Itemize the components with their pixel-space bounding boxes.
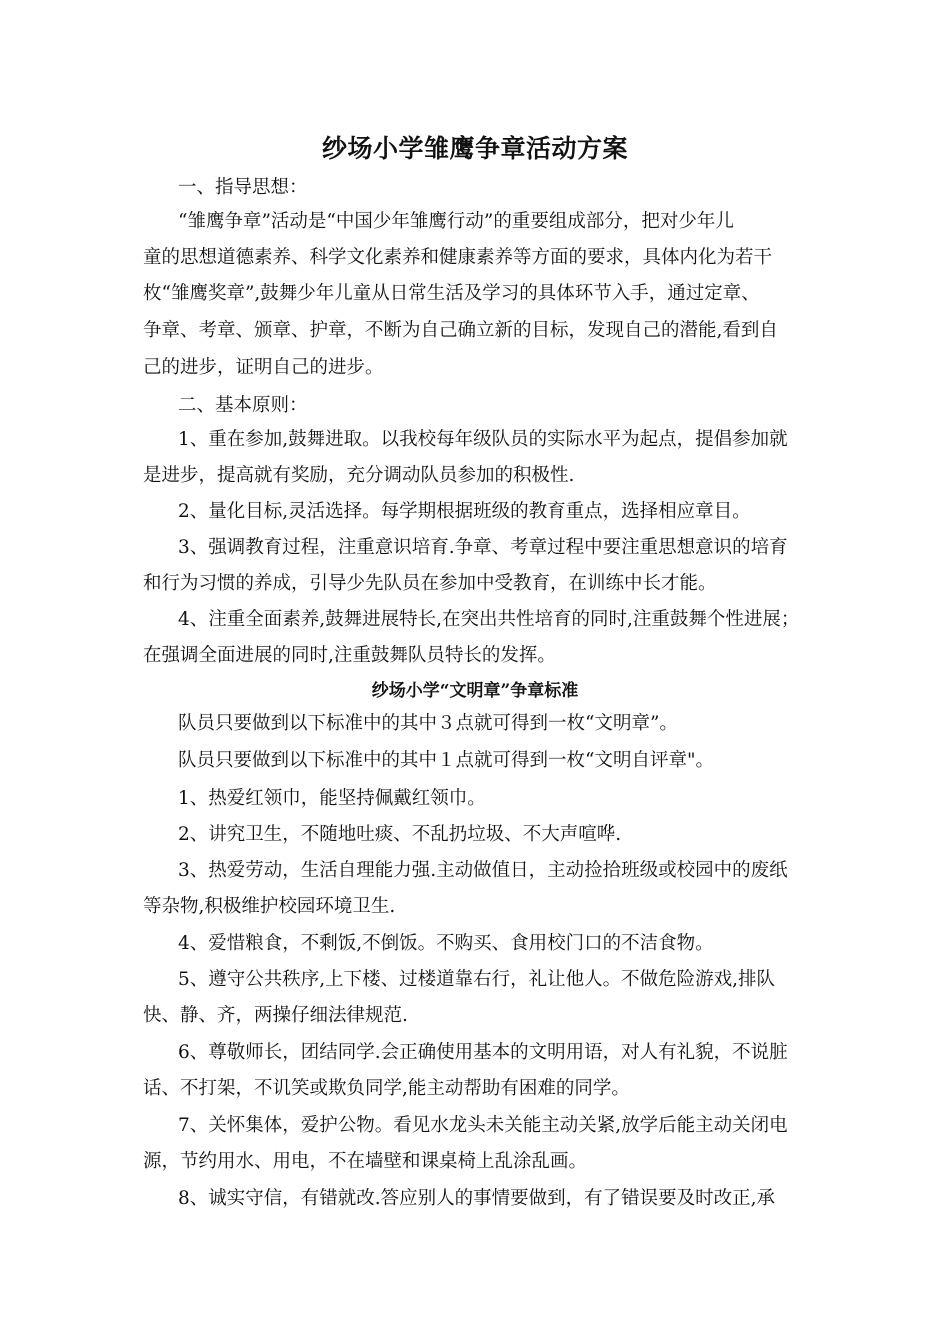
standard-item-3: 3、热爱劳动，生活自理能力强.主动做值日，主动捡拾班级或校园中的废纸 [178, 860, 788, 881]
standard-item-7-continued: 源，节约用水、用电，不在墙壁和课桌椅上乱涂乱画。 [143, 1151, 588, 1172]
paragraph-line: 己的进步，证明自己的进步。 [143, 357, 384, 378]
section-heading-guiding-ideology: 一、指导思想： [178, 177, 308, 198]
standard-item-6-continued: 话、不打架，不讥笑或欺负同学,能主动帮助有困难的同学。 [143, 1078, 630, 1099]
paragraph-line: 争章、考章、颁章、护章，不断为自己确立新的目标，发现自己的潜能,看到自 [143, 320, 778, 341]
standard-section-title: 纱场小学“文明章”争章标准 [371, 681, 579, 701]
principle-4-line: 4、注重全面素养,鼓舞进展特长,在突出共性培育的同时,注重鼓舞个性进展； [178, 609, 800, 630]
standard-item-5-continued: 快、静、齐，两操仔细法律规范. [143, 1005, 408, 1026]
standard-item-4: 4、爱惜粮食，不剩饭,不倒饭。不购买、食用校门口的不洁食物。 [178, 933, 714, 954]
section-heading-basic-principles: 二、基本原则： [178, 395, 308, 416]
standard-intro-line: 队员只要做到以下标准中的其中３点就可得到一枚“文明章”。 [178, 713, 678, 734]
standard-item-3-continued: 等杂物,积极维护校园环境卫生. [143, 896, 396, 917]
principle-3-line: 3、强调教育过程，注重意识培育.争章、考章过程中要注重思想意识的培育 [178, 537, 788, 558]
principle-1-line: 1、重在参加,鼓舞进取。以我校每年级队员的实际水平为起点，提倡参加就 [178, 429, 788, 450]
principle-1-line: 是进步，提高就有奖励，充分调动队员参加的积极性. [143, 465, 575, 486]
standard-item-6: 6、尊敬师长，团结同学.会正确使用基本的文明用语，对人有礼貌，不说脏 [178, 1042, 788, 1063]
standard-item-8: 8、诚实守信，有错就改.答应别人的事情要做到，有了错误要及时改正,承 [178, 1188, 776, 1209]
document-title: 纱场小学雏鹰争章活动方案 [321, 134, 628, 163]
paragraph-line: 童的思想道德素养、科学文化素养和健康素养等方面的要求，具体内化为若干 [143, 247, 773, 268]
standard-item-2: 2、讲究卫生，不随地吐痰、不乱扔垃圾、不大声喧哗. [178, 824, 622, 845]
paragraph-line: 枚“雏鹰奖章”,鼓舞少年儿童从日常生活及学习的具体环节入手，通过定章、 [143, 283, 760, 304]
principle-3-line: 和行为习惯的养成，引导少先队员在参加中受教育，在训练中长才能。 [143, 573, 717, 594]
standard-intro-line: 队员只要做到以下标准中的其中１点就可得到一枚“文明自评章"。 [178, 750, 714, 771]
paragraph-line: “雏鹰争章”活动是“中国少年雏鹰行动”的重要组成部分，把对少年儿 [178, 211, 734, 232]
standard-item-1: 1、热爱红领巾，能坚持佩戴红领巾。 [178, 788, 486, 809]
principle-4-line: 在强调全面进展的同时,注重鼓舞队员特长的发挥。 [143, 645, 556, 666]
standard-item-7: 7、关怀集体，爱护公物。看见水龙头未关能主动关紧,放学后能主动关闭电 [178, 1115, 788, 1136]
principle-2-line: 2、量化目标,灵活选择。每学期根据班级的教育重点，选择相应章目。 [178, 501, 751, 522]
standard-item-5: 5、遵守公共秩序,上下楼、过楼道靠右行，礼让他人。不做危险游戏,排队 [178, 969, 776, 990]
